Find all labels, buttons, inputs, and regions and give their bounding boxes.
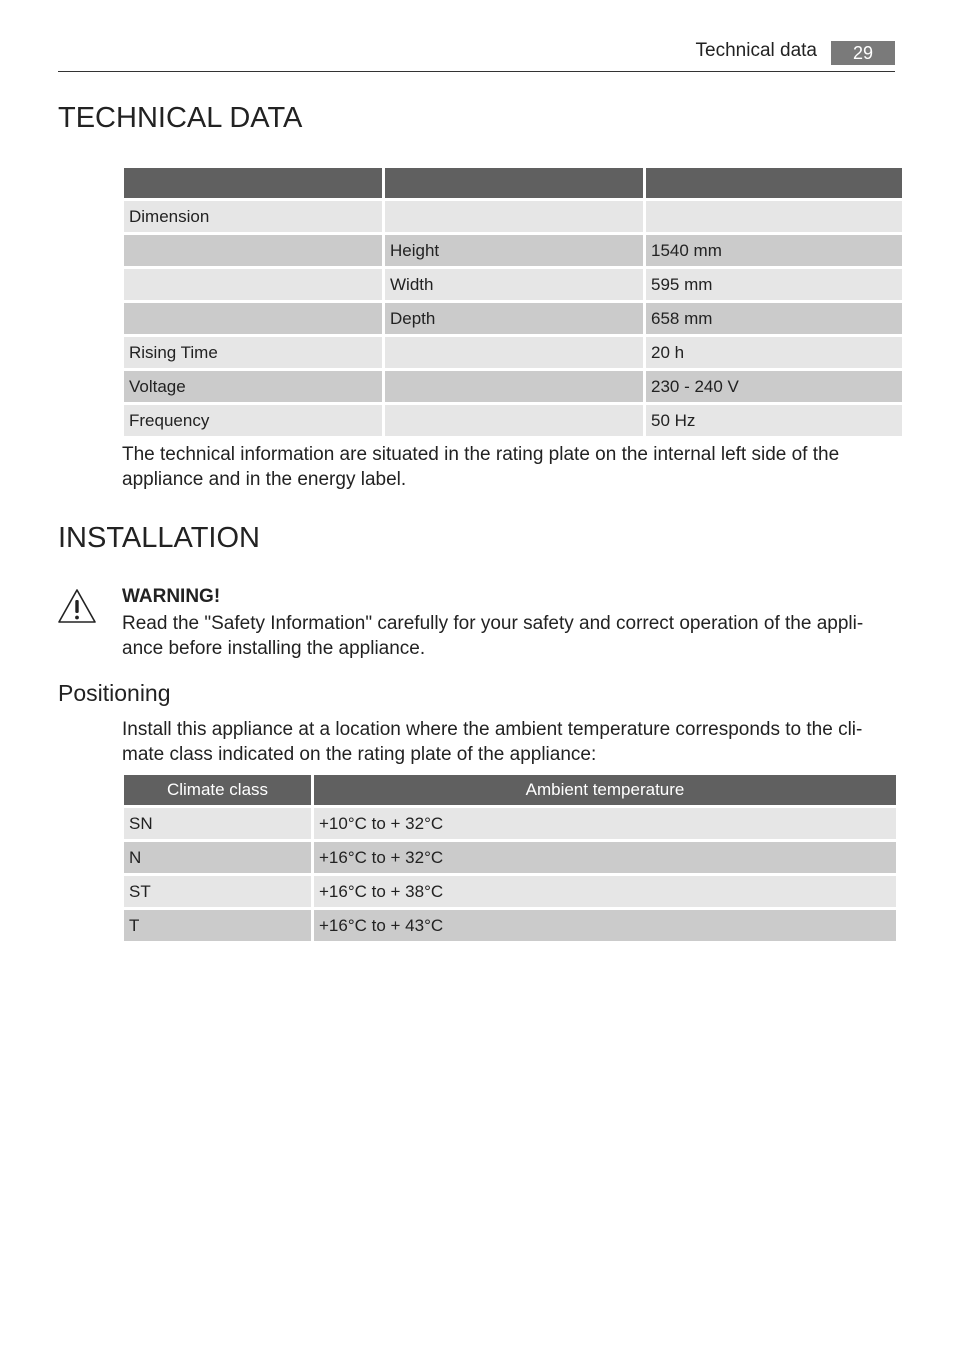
table-row bbox=[124, 910, 896, 941]
ambient-temperature-header: Ambient temperature bbox=[314, 775, 896, 805]
table-cell: +10°C to + 32°C bbox=[314, 808, 896, 839]
positioning-text-line: mate class indicated on the rating plate of the appliance: bbox=[122, 744, 597, 765]
table-header-row bbox=[124, 168, 902, 198]
table-row bbox=[124, 235, 902, 266]
table-cell bbox=[124, 269, 382, 300]
table-cell: Voltage bbox=[124, 371, 382, 402]
table-cell: 595 mm bbox=[646, 269, 902, 300]
technical-data-title: TECHNICAL DATA bbox=[58, 102, 303, 134]
table-cell bbox=[124, 235, 382, 266]
technical-data-note-line: The technical information are situated in the rating plate on the internal left side of the bbox=[122, 444, 840, 465]
table-cell: +16°C to + 43°C bbox=[314, 910, 896, 941]
running-header bbox=[58, 38, 895, 72]
installation-title: INSTALLATION bbox=[58, 522, 260, 554]
table-row bbox=[124, 337, 902, 368]
table-cell: ST bbox=[124, 876, 311, 907]
table-cell bbox=[385, 201, 643, 232]
table-cell: 1540 mm bbox=[646, 235, 902, 266]
warning-triangle-icon bbox=[57, 588, 97, 624]
table-header-cell bbox=[124, 168, 382, 198]
positioning-title: Positioning bbox=[58, 680, 171, 706]
table-header-cell bbox=[646, 168, 902, 198]
table-row bbox=[124, 269, 902, 300]
table-cell bbox=[385, 371, 643, 402]
table-row bbox=[124, 842, 896, 873]
warning-title: WARNING! bbox=[122, 586, 221, 607]
table-row bbox=[124, 303, 902, 334]
warning-text-line: ance before installing the appliance. bbox=[122, 638, 426, 659]
table-row bbox=[124, 201, 902, 232]
table-cell bbox=[385, 405, 643, 436]
table-cell: 50 Hz bbox=[646, 405, 902, 436]
table-cell: N bbox=[124, 842, 311, 873]
table-cell bbox=[124, 303, 382, 334]
table-cell: Dimension bbox=[124, 201, 382, 232]
climate-class-table bbox=[121, 772, 899, 944]
table-cell: SN bbox=[124, 808, 311, 839]
table-cell: +16°C to + 38°C bbox=[314, 876, 896, 907]
table-cell: Width bbox=[385, 269, 643, 300]
table-header-row bbox=[124, 775, 896, 805]
table-row bbox=[124, 808, 896, 839]
table-cell: T bbox=[124, 910, 311, 941]
climate-class-header: Climate class bbox=[124, 775, 311, 805]
warning-text-line: Read the "Safety Information" carefully for your safety and correct operation of the appli- bbox=[122, 613, 864, 634]
table-cell: Rising Time bbox=[124, 337, 382, 368]
warning-text bbox=[122, 611, 894, 661]
table-cell: 658 mm bbox=[646, 303, 902, 334]
technical-data-note bbox=[122, 442, 894, 492]
table-row bbox=[124, 371, 902, 402]
table-cell bbox=[646, 201, 902, 232]
technical-data-table bbox=[121, 165, 905, 439]
table-cell bbox=[385, 337, 643, 368]
table-cell: +16°C to + 32°C bbox=[314, 842, 896, 873]
page-number: 29 bbox=[831, 41, 895, 65]
positioning-text-line: Install this appliance at a location where the ambient temperature corresponds to the cli- bbox=[122, 719, 863, 740]
positioning-text bbox=[122, 717, 894, 767]
technical-data-note-line: appliance and in the energy label. bbox=[122, 469, 407, 490]
table-header-cell bbox=[385, 168, 643, 198]
table-cell: 230 - 240 V bbox=[646, 371, 902, 402]
table-cell: Frequency bbox=[124, 405, 382, 436]
table-cell: Depth bbox=[385, 303, 643, 334]
table-row bbox=[124, 876, 896, 907]
running-header-section: Technical data bbox=[695, 40, 817, 61]
table-cell: 20 h bbox=[646, 337, 902, 368]
table-row bbox=[124, 405, 902, 436]
table-cell: Height bbox=[385, 235, 643, 266]
